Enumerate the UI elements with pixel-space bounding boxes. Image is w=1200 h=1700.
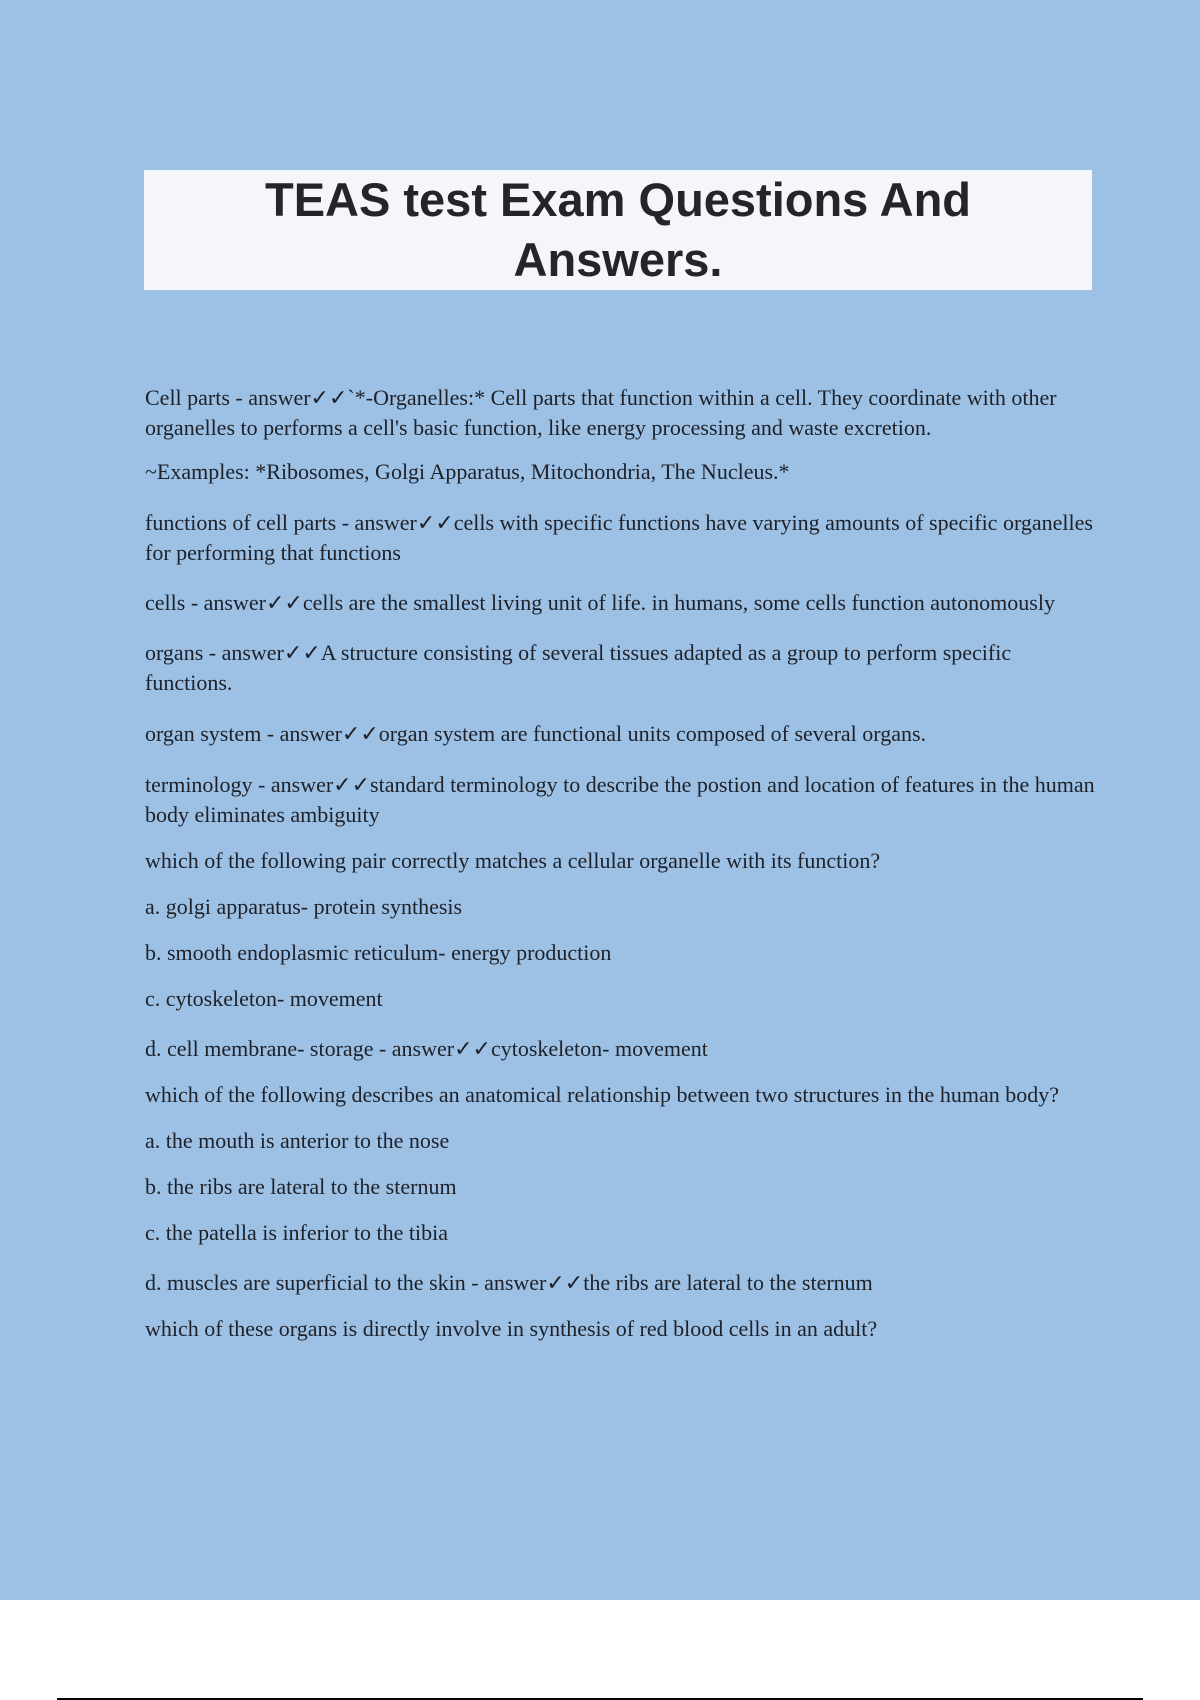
question-1-text: which of the following pair correctly matches a cellular organelle with its function? (145, 848, 881, 873)
question-2-option-c: c. the patella is inferior to the tibia (145, 1220, 449, 1245)
question-2-text: which of the following describes an anatomical relationship between two structures in the human body? (145, 1082, 1059, 1107)
question-2-option-a: a. the mouth is anterior to the nose (145, 1128, 450, 1153)
paragraph-terminology: terminology - answer✓✓standard terminology to describe the postion and location of features in the human body eliminates ambiguity (145, 772, 1095, 827)
paragraph-cells: cells - answer✓✓cells are the smallest living unit of life. in humans, some cells function autonomously (145, 590, 1055, 615)
document-body (145, 383, 1095, 1344)
question-1-option-b: b. smooth endoplasmic reticulum- energy production (145, 940, 612, 965)
paragraph-functions-of-cell-parts: functions of cell parts - answer✓✓cells with specific functions have varying amounts of specific organelles for performing that functions (145, 510, 1093, 565)
question-1-option-d-answer: d. cell membrane- storage - answer✓✓cytoskeleton- movement (145, 1036, 708, 1061)
paragraph-cell-parts: Cell parts - answer✓✓`*-Organelles:* Cell parts that function within a cell. They coordinate with other organelles to performs a cell's basic function, like energy processing and waste excretion. (145, 385, 1057, 440)
question-2-option-d-answer: d. muscles are superficial to the skin - answer✓✓the ribs are lateral to the sternum (145, 1270, 873, 1295)
paragraph-organ-system: organ system - answer✓✓organ system are functional units composed of several organs. (145, 721, 927, 746)
question-3-text: which of these organs is directly involve in synthesis of red blood cells in an adult? (145, 1316, 878, 1341)
paragraph-examples: ~Examples: *Ribosomes, Golgi Apparatus, Mitochondria, The Nucleus.* (145, 459, 790, 484)
question-1-option-c: c. cytoskeleton- movement (145, 986, 383, 1011)
page-title-line-1: TEAS test Exam Questions And (264, 173, 971, 226)
paragraph-organs: organs - answer✓✓A structure consisting of several tissues adapted as a group to perform specific functions. (145, 640, 1012, 695)
question-2-option-b: b. the ribs are lateral to the sternum (145, 1174, 457, 1199)
question-1-option-a: a. golgi apparatus- protein synthesis (145, 894, 463, 919)
title-box (144, 170, 1092, 290)
page-title-line-2: Answers. (513, 233, 723, 286)
